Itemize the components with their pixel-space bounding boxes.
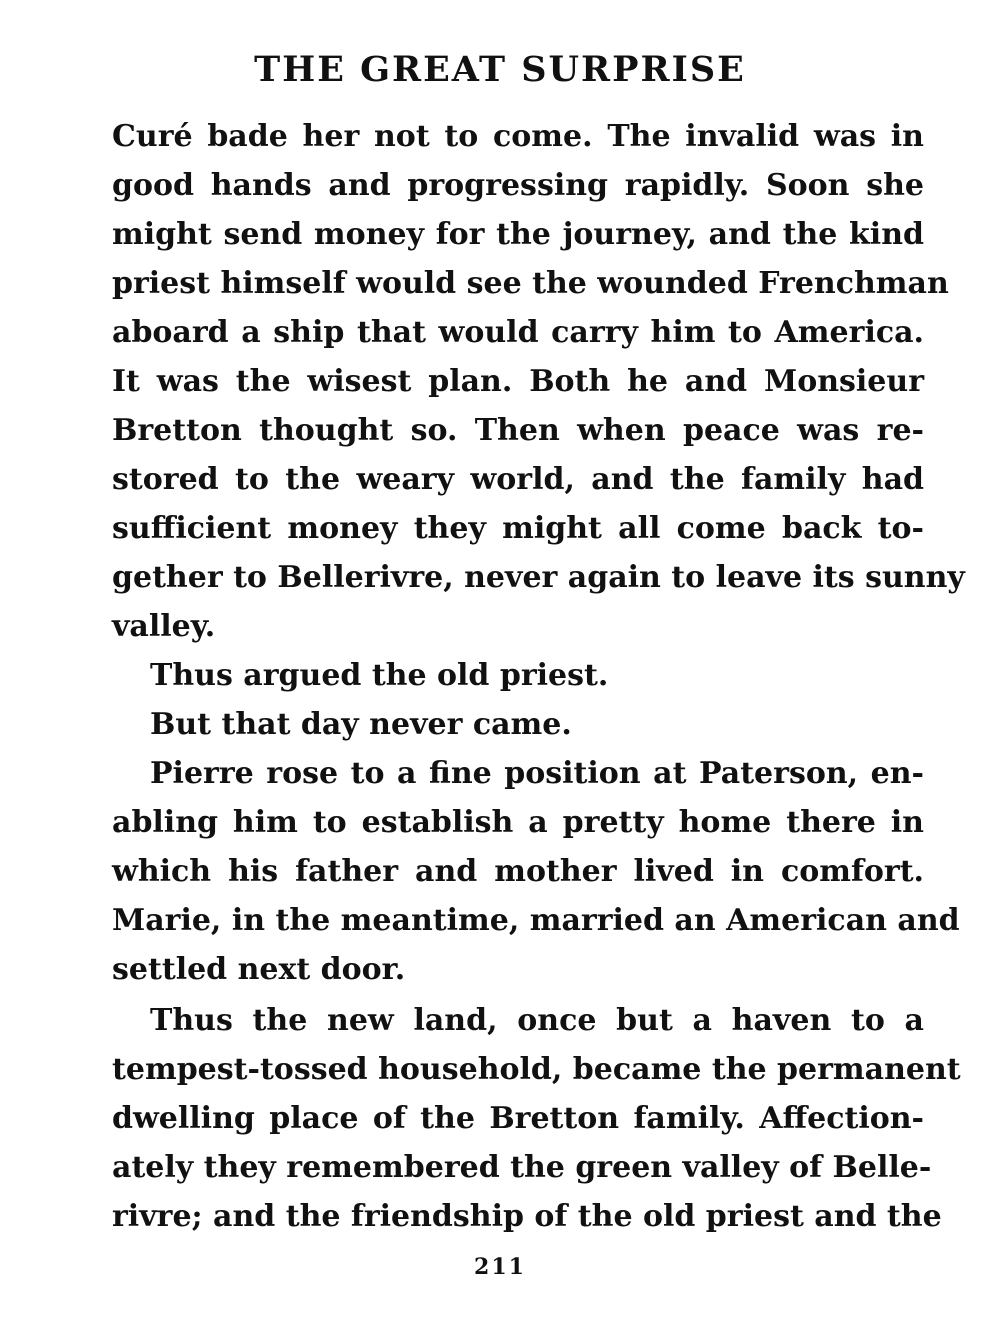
text-line: Thus the new land, once but a haven to a: [150, 1003, 924, 1038]
text-line: Curé bade her not to come. The invalid was in: [112, 119, 924, 154]
text-line: tempest-tossed household, became the permanent: [112, 1052, 961, 1087]
page-number: 211: [474, 1254, 526, 1280]
text-line: stored to the weary world, and the family had: [112, 462, 924, 497]
text-line: dwelling place of the Bretton family. Affection-: [112, 1101, 924, 1136]
text-line: Pierre rose to a fine position at Paterson, en-: [150, 756, 924, 791]
page-title: THE GREAT SURPRISE: [254, 49, 746, 90]
text-line: ately they remembered the green valley of Belle-: [112, 1150, 932, 1185]
text-line: Bretton thought so. Then when peace was re-: [112, 413, 924, 448]
text-line: But that day never came.: [150, 707, 572, 742]
text-line: priest himself would see the wounded Frenchman: [112, 266, 949, 301]
text-line: rivre; and the friendship of the old priest and the: [112, 1199, 942, 1234]
text-line: It was the wisest plan. Both he and Monsieur: [112, 364, 924, 399]
text-line: aboard a ship that would carry him to America.: [112, 315, 924, 350]
text-line: good hands and progressing rapidly. Soon she: [112, 168, 924, 203]
text-line: settled next door.: [112, 952, 406, 987]
text-line: gether to Bellerivre, never again to leave its sunny: [112, 560, 965, 595]
text-line: valley.: [112, 609, 216, 644]
text-line: might send money for the journey, and the kind: [112, 217, 924, 252]
text-line: sufficient money they might all come back to-: [112, 511, 924, 546]
text-line: abling him to establish a pretty home there in: [112, 805, 924, 840]
text-line: Marie, in the meantime, married an American and: [112, 903, 960, 938]
text-line: Thus argued the old priest.: [150, 658, 609, 693]
body-text: [112, 112, 965, 1241]
text-line: which his father and mother lived in comfort.: [112, 854, 924, 889]
